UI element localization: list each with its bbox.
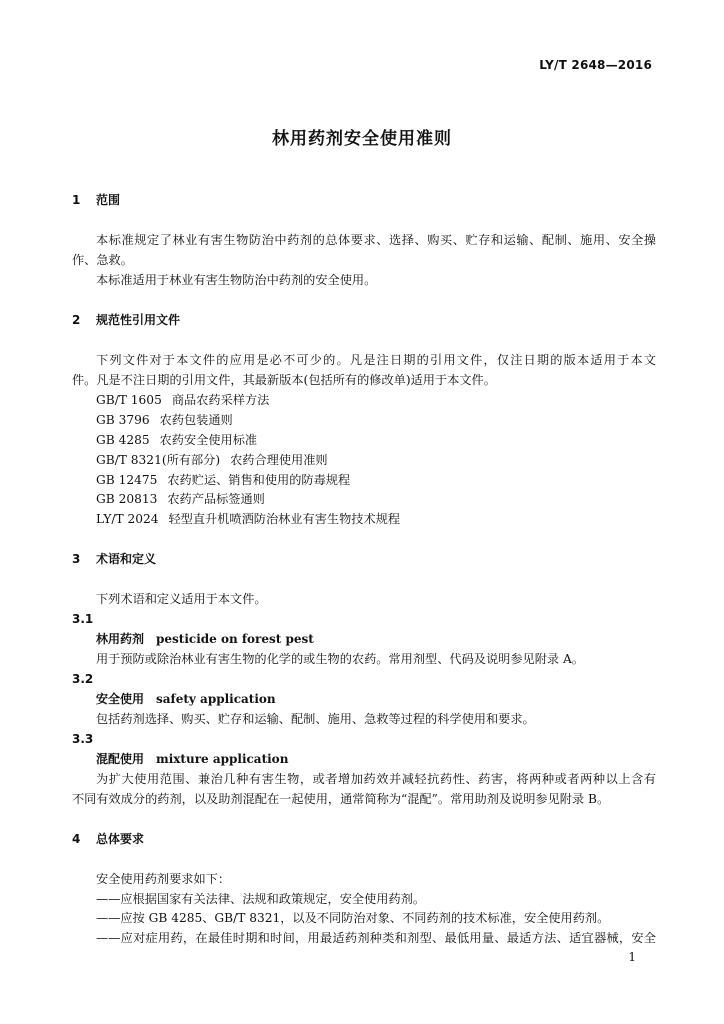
- term-definition: 为扩大使用范围、兼治几种有害生物，或者增加药效并减轻抗药性、药害，将两种或者两种以上含有: [96, 772, 656, 786]
- section-title: 术语和定义: [96, 552, 157, 566]
- reference-code: GB 20813: [96, 492, 158, 506]
- section-number: 2: [72, 313, 81, 327]
- term-number: 3.2: [72, 672, 94, 686]
- term-title: [96, 631, 314, 647]
- reference-code: GB/T 8321(所有部分): [96, 453, 221, 467]
- reference-title: 农药安全使用标准: [159, 433, 258, 447]
- reference-title: 轻型直升机喷洒防治林业有害生物技术规程: [168, 512, 401, 526]
- section-number: 3: [72, 552, 81, 566]
- standard-code: LY/T 2648—2016: [539, 58, 652, 72]
- reference-code: GB 12475: [96, 473, 158, 487]
- section-title: 总体要求: [96, 832, 145, 846]
- reference-title: 农药包装通则: [159, 413, 233, 427]
- paragraph-line: 本标准规定了林业有害生物防治中药剂的总体要求、选择、购买、贮存和运输、配制、施用、安全操: [96, 233, 656, 247]
- term-en: mixture application: [156, 752, 289, 766]
- paragraph-line: 安全使用药剂要求如下：: [96, 872, 231, 886]
- reference-item: [96, 472, 350, 488]
- reference-title: 农药产品标签通则: [167, 492, 265, 506]
- reference-code: LY/T 2024: [96, 512, 159, 526]
- term-definition: 包括药剂选择、购买、贮存和运输、配制、施用、急救等过程的科学使用和要求。: [96, 712, 535, 726]
- list-item: ——应按 GB 4285、GB/T 8321，以及不同防治对象、不同药剂的技术标准，安全使用药剂。: [96, 911, 610, 925]
- paragraph-line: 下列术语和定义适用于本文件。: [96, 592, 267, 606]
- paragraph-line: 下列文件对于本文件的应用是必不可少的。凡是注日期的引用文件，仅注日期的版本适用于本文: [96, 353, 656, 367]
- paragraph-line: 本标准适用于林业有害生物防治中药剂的安全使用。: [96, 273, 377, 287]
- term-definition: 不同有效成分的药剂，以及助剂混配在一起使用，通常简称为“混配”。常用助剂及说明参见附录 B。: [72, 792, 610, 806]
- section-3-heading: [72, 551, 156, 567]
- term-title: [96, 691, 276, 707]
- reference-item: [96, 491, 265, 507]
- page-number: 1: [628, 950, 636, 964]
- section-2-heading: [72, 312, 180, 328]
- paragraph-line: 作、急救。: [72, 253, 133, 267]
- reference-title: 农药合理使用准则: [230, 453, 328, 467]
- reference-item: [96, 452, 328, 468]
- list-item: ——应对症用药，在最佳时期和时间，用最适药剂种类和剂型、最低用量、最适方法、适宜器械，安全: [96, 931, 656, 945]
- reference-title: 商品农药采样方法: [171, 393, 270, 407]
- reference-title: 农药贮运、销售和使用的防毒规程: [167, 473, 351, 487]
- term-zh: 安全使用: [96, 692, 145, 706]
- document-title: 林用药剂安全使用准则: [272, 129, 452, 149]
- reference-item: [96, 511, 400, 527]
- section-title: 规范性引用文件: [96, 313, 181, 327]
- term-definition: 用于预防或除治林业有害生物的化学的或生物的农药。常用剂型、代码及说明参见附录 A。: [96, 652, 584, 666]
- section-number: 1: [72, 193, 81, 207]
- reference-code: GB/T 1605: [96, 393, 162, 407]
- section-4-heading: [72, 831, 144, 847]
- reference-code: GB 4285: [96, 433, 150, 447]
- section-number: 4: [72, 832, 81, 846]
- reference-code: GB 3796: [96, 413, 150, 427]
- reference-item: [96, 432, 257, 448]
- section-1-heading: [72, 192, 120, 208]
- term-zh: 混配使用: [96, 752, 145, 766]
- term-en: pesticide on forest pest: [156, 632, 314, 646]
- term-number: 3.1: [72, 612, 94, 626]
- paragraph-line: 件。凡是不注日期的引用文件，其最新版本(包括所有的修改单)适用于本文件。: [72, 373, 496, 387]
- section-title: 范围: [96, 193, 121, 207]
- term-en: safety application: [156, 692, 276, 706]
- term-number: 3.3: [72, 732, 94, 746]
- reference-item: [96, 392, 269, 408]
- list-item: ——应根据国家有关法律、法规和政策规定，安全使用药剂。: [96, 892, 426, 906]
- term-zh: 林用药剂: [96, 632, 145, 646]
- term-title: [96, 751, 288, 767]
- reference-item: [96, 412, 233, 428]
